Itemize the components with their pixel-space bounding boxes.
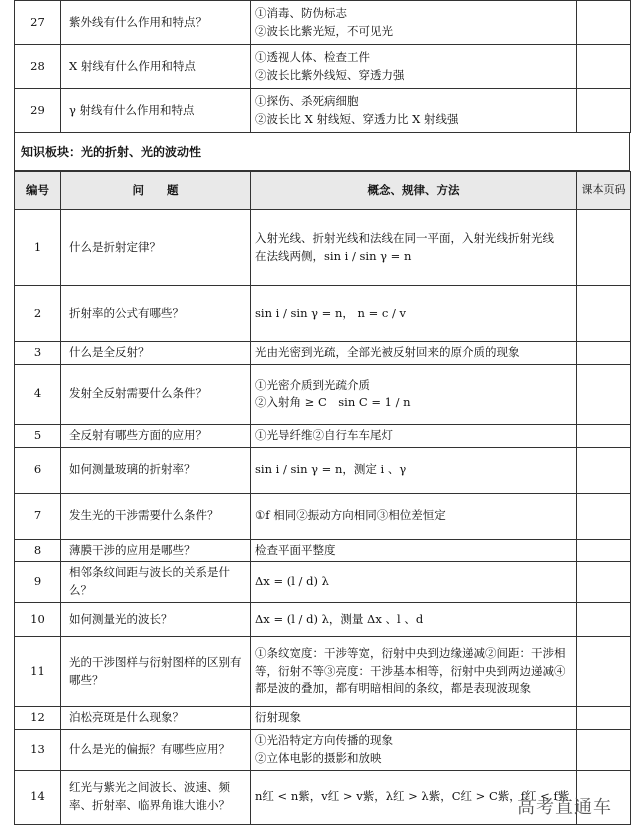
row-number: 9 [15,562,61,603]
table-row [15,424,631,447]
row-page [577,637,631,707]
header-row [15,172,631,210]
table-row [15,562,631,603]
row-question: 光的干涉图样与衍射图样的区别有哪些？ [61,637,251,707]
row-answer [251,447,577,493]
answer-line: sin i / sin γ = n，测定 i 、γ [255,462,407,477]
row-answer [251,539,577,562]
row-page [577,562,631,603]
row-question: 什么是全反射？ [61,342,251,365]
table-row [15,539,631,562]
row-page [577,342,631,365]
table-row [15,729,631,770]
row-answer [251,729,577,770]
main-table-body [15,210,631,825]
watermark: 高考直通车 [517,797,612,818]
row-number: 28 [15,45,61,89]
row-question: X 射线有什么作用和特点 [61,45,251,89]
table-row [15,286,631,342]
row-page [577,603,631,637]
row-answer [251,45,577,89]
row-number: 14 [15,770,61,824]
answer-line: ①光导纤维②自行车车尾灯 [255,427,393,442]
answer-line: ①f 相同②振动方向相同③相位差恒定 [255,508,446,523]
header-question: 问 题 [61,172,251,210]
row-page [577,210,631,286]
row-question: 相邻条纹间距与波长的关系是什么？ [61,562,251,603]
row-question: 全反射有哪些方面的应用？ [61,424,251,447]
row-number: 5 [15,424,61,447]
header-answer: 概念、规律、方法 [251,172,577,210]
table-row [15,89,631,133]
answer-line: 等，衍射不等③亮度：干涉基本相等，衍射中央到两边递减④ [255,663,566,678]
table-row [15,637,631,707]
answer-line: ②波长比紫光短，不可见光 [255,23,393,38]
row-question: 什么是光的偏振？有哪些应用？ [61,729,251,770]
answer-line: ①消毒、防伪标志 [255,5,347,20]
header-num: 编号 [15,172,61,210]
answer-line: ①光沿特定方向传播的现象 [255,732,393,747]
row-answer [251,1,577,45]
row-page [577,539,631,562]
row-question: γ 射线有什么作用和特点 [61,89,251,133]
row-question: 什么是折射定律？ [61,210,251,286]
answer-line: ②立体电影的摄影和放映 [255,750,382,765]
row-number: 8 [15,539,61,562]
row-question: 泊松亮斑是什么现象？ [61,707,251,730]
row-page [577,493,631,539]
table-row [15,493,631,539]
answer-line: 光由光密到光疏，全部光被反射回来的原介质的现象 [255,345,520,359]
table-row [15,707,631,730]
row-number: 13 [15,729,61,770]
row-question: 紫外线有什么作用和特点？ [61,1,251,45]
row-number: 2 [15,286,61,342]
row-page [577,729,631,770]
row-answer [251,637,577,707]
row-number: 10 [15,603,61,637]
row-number: 11 [15,637,61,707]
row-question: 如何测量玻璃的折射率？ [61,447,251,493]
answer-line: ①条纹宽度：干涉等宽，衍射中央到边缘递减②间距：干涉相 [255,645,566,660]
row-number: 1 [15,210,61,286]
table-row [15,447,631,493]
answer-line: Δx = (l / d) λ [255,574,329,589]
row-answer [251,424,577,447]
row-answer [251,562,577,603]
row-number: 12 [15,707,61,730]
answer-line: ①透视人体、检查工件 [255,49,370,64]
top-table-body [15,1,631,133]
answer-line: 在法线两侧，sin i / sin γ = n [255,248,412,263]
row-question: 折射率的公式有哪些？ [61,286,251,342]
row-page [577,447,631,493]
table-row [15,603,631,637]
row-page [577,89,631,133]
row-answer [251,89,577,133]
row-answer [251,364,577,424]
row-number: 3 [15,342,61,365]
table-row [15,210,631,286]
row-number: 6 [15,447,61,493]
table-row [15,45,631,89]
row-number: 7 [15,493,61,539]
row-page [577,424,631,447]
table-row [15,342,631,365]
answer-line: ①探伤、杀死病细胞 [255,93,359,108]
row-page [577,286,631,342]
answer-line: n红 < n紫，v红 > v紫，λ红 > λ紫，C红 > C紫，f红 < f紫 [255,789,570,804]
answer-line: Δx = (l / d) λ，测量 Δx 、l 、d [255,611,424,626]
row-question: 发射全反射需要什么条件？ [61,364,251,424]
answer-line: ①光密介质到光疏介质 [255,377,370,392]
row-answer [251,210,577,286]
top-table [14,0,631,133]
answer-line: ②波长比紫外线短、穿透力强 [255,67,405,82]
row-page [577,1,631,45]
answer-line: ②波长比 X 射线短、穿透力比 X 射线强 [255,111,459,126]
main-table [14,171,631,825]
row-page [577,45,631,89]
answer-line: sin i / sin γ = n， n = c / v [255,305,407,320]
row-answer [251,603,577,637]
answer-line: 检查平面平整度 [255,542,336,557]
header-page: 课本页码 [577,172,631,210]
table-row [15,1,631,45]
row-number: 27 [15,1,61,45]
row-page [577,707,631,730]
document-sheet [14,0,630,825]
row-answer [251,342,577,365]
row-question: 红光与紫光之间波长、波速、频率、折射率、临界角谁大谁小？ [61,770,251,824]
answer-line: ②入射角 ≥ C sin C = 1 / n [255,395,411,410]
row-answer [251,286,577,342]
row-number: 29 [15,89,61,133]
row-answer [251,493,577,539]
row-question: 发生光的干涉需要什么条件？ [61,493,251,539]
row-answer [251,707,577,730]
answer-line: 入射光线、折射光线和法线在同一平面，入射光线折射光线 [255,230,554,245]
row-page [577,364,631,424]
answer-line: 衍射现象 [255,710,301,725]
row-question: 薄膜干涉的应用是哪些？ [61,539,251,562]
table-row [15,364,631,424]
row-number: 4 [15,364,61,424]
section-title: 知识板块：光的折射、光的波动性 [14,133,630,171]
answer-line: 都是波的叠加，都有明暗相间的条纹，都是表现波现象 [255,681,531,696]
row-question: 如何测量光的波长？ [61,603,251,637]
